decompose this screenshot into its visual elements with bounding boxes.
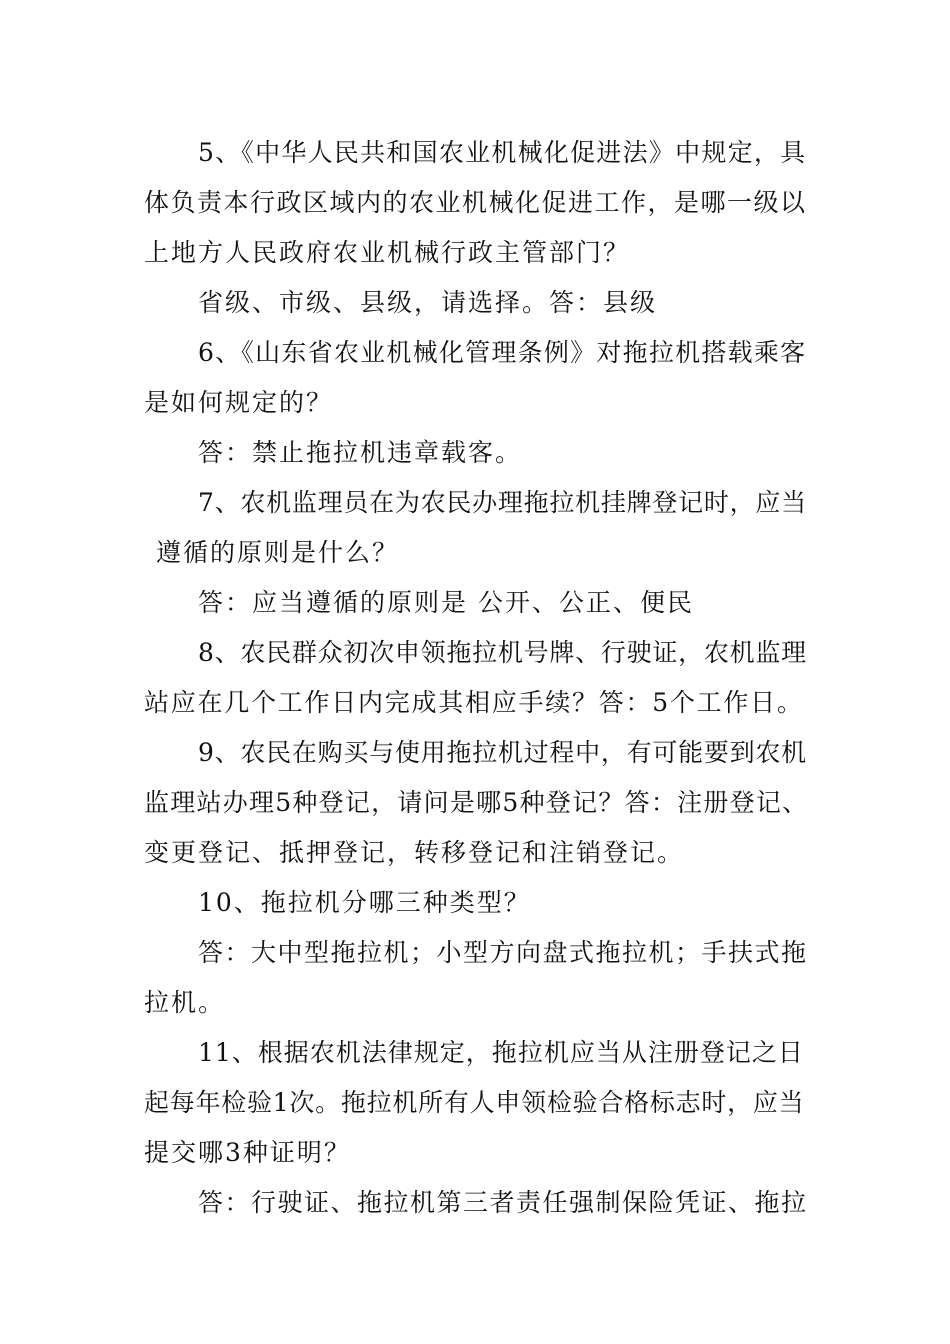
- text-line-q6-1: 6、《山东省农业机械化管理条例》对拖拉机搭载乘客: [198, 338, 807, 367]
- text-line-q5-3: 上地方人民政府农业机械行政主管部门？: [144, 238, 631, 267]
- text-line-a6: 答：禁止拖拉机违章载客。: [198, 438, 523, 467]
- text-line-a7: 答：应当遵循的原则是 公开、公正、便民: [198, 588, 694, 617]
- text-line-q11-1: 11、根据农机法律规定，拖拉机应当从注册登记之日: [198, 1038, 804, 1067]
- text-line-q5-1: 5、《中华人民共和国农业机械化促进法》中规定，具: [198, 138, 807, 167]
- text-line-q7-1: 7、农机监理员在为农民办理拖拉机挂牌登记时，应当: [198, 488, 807, 517]
- text-line-q8-1: 8、农民群众初次申领拖拉机号牌、行驶证，农机监理: [198, 638, 807, 667]
- text-line-q10: 10、拖拉机分哪三种类型？: [198, 888, 531, 917]
- text-line-a5: 省级、市级、县级，请选择。答：县级: [198, 288, 658, 317]
- text-line-a10-2: 拉机。: [144, 988, 226, 1017]
- text-line-q11-2: 起每年检验1次。拖拉机所有人申领检验合格标志时，应当: [144, 1088, 805, 1117]
- text-line-q11-3: 提交哪3种证明？: [144, 1138, 351, 1167]
- text-line-q9-3: 变更登记、抵押登记，转移登记和注销登记。: [144, 838, 685, 867]
- text-line-q8-2: 站应在几个工作日内完成其相应手续？答：5个工作日。: [144, 688, 804, 717]
- text-line-q6-2: 是如何规定的？: [144, 388, 334, 417]
- text-line-q9-2: 监理站办理5种登记，请问是哪5种登记？答：注册登记、: [144, 788, 809, 817]
- document-body: [144, 128, 808, 1228]
- text-line-a10-1: 答：大中型拖拉机；小型方向盘式拖拉机；手扶式拖: [198, 938, 808, 967]
- text-line-q5-2: 体负责本行政区域内的农业机械化促进工作，是哪一级以: [144, 188, 807, 217]
- text-line-a11-1: 答：行驶证、拖拉机第三者责任强制保险凭证、拖拉: [198, 1188, 808, 1217]
- text-line-q9-1: 9、农民在购买与使用拖拉机过程中，有可能要到农机: [198, 738, 807, 767]
- text-line-q7-2: 遵循的原则是什么？: [156, 538, 400, 567]
